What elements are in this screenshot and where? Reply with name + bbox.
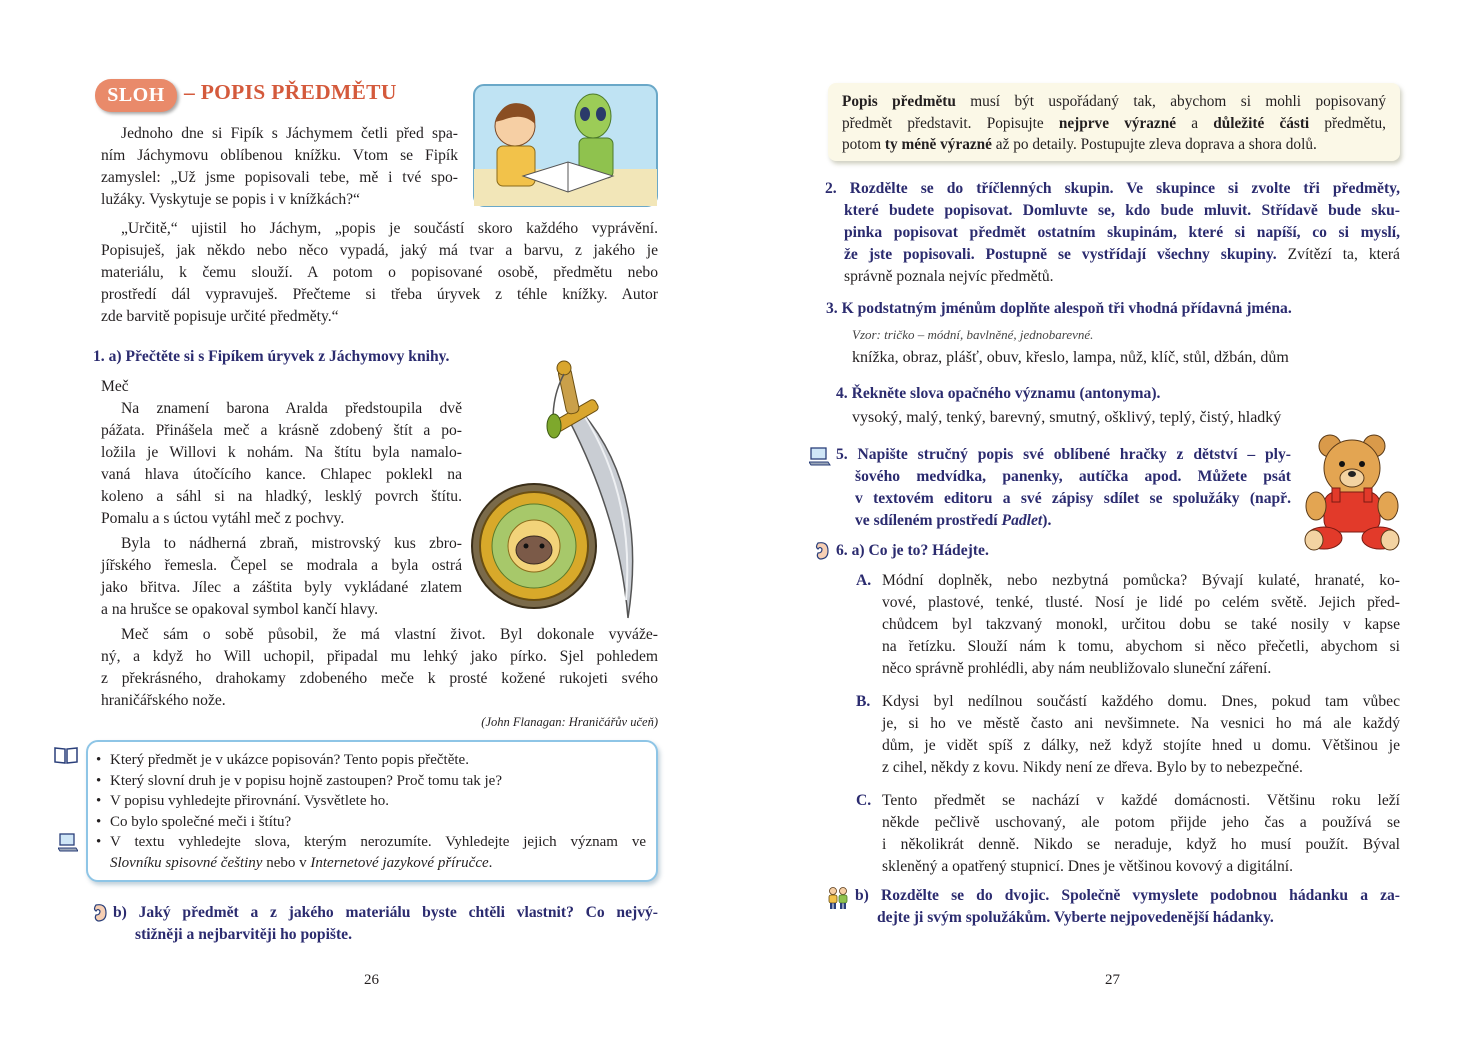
task-2: 2. Rozdělte se do tříčlenných skupin. Ve skupince si zvolte tři předměty, které budete popisovat. Domluvte se, kdo bude mluvit. Střídavě bude sku- pinka popisovat předmět ostatním skupinám, které si napíší, co si myslí, že jste popisovali. Postupně se vystřídají všechny skupiny. Zvítězí ta, která správně poznala nejvíc předmětů. <box>825 180 1400 285</box>
listen-icon <box>92 903 108 923</box>
task-6a: 6. a) Co je to? Hádejte. <box>836 542 989 559</box>
task-3-example: Vzor: tričko – módní, bavlněné, jednobarevné. <box>852 327 1094 342</box>
question-item: • Který předmět je v ukázce popisován? Tento popis přečtěte. <box>96 750 646 771</box>
task-4-words: vysoký, malý, tenký, barevný, smutný, ošklivý, teplý, čistý, hladký <box>852 409 1282 426</box>
riddle-c: C. Tento předmět se nachází v každé domácnosti. Většinu roku leží někde pečlivě uschovaný, ale potom přijde jeho čas a používá se i několikrát denně. Nikdo se neraduje, když ho musí použít. Býval skleněný a opatřený stupnicí. Dnes je většinou kovový a digitální. <box>856 792 1400 875</box>
task-6b: b) Rozdělte se do dvojic. Společně vymyslete podobnou hádanku a za- dejte ji svým spolužákům. Vyberte nejpovedenější hádanky. <box>855 887 1400 926</box>
task-4: 4. Řekněte slova opačného významu (antonyma). <box>836 385 1161 402</box>
questions-box <box>86 740 658 882</box>
task-5: 5. Napište stručný popis své oblíbené hračky z dětství – ply- šového medvídka, panenky, autíčka apod. Můžete psát v textovém editoru a své zápisy sdílet se spolužáky (např. ve sdíleném prostředí Padlet). <box>836 446 1291 529</box>
question-item: • V textu vyhledejte slova, kterým nerozumíte. Vyhledejte jejich význam ve Slovníku spisovné češtiny nebo v Internetové jazykové příručce. <box>96 832 646 873</box>
info-box: Popis předmětu musí být uspořádaný tak, abychom si mohli popisovaný předmět představit. Popisujte nejprve výrazné a důležité části předmětu, potom ty méně výrazné až po detaily. Postupujte zleva doprava a shora dolů. <box>828 83 1400 161</box>
computer-icon <box>809 446 831 466</box>
computer-icon <box>58 832 78 852</box>
citation: (John Flanagan: Hraničářův učeň) <box>481 715 658 729</box>
question-item: • V popisu vyhledejte přirovnání. Vysvětlete ho. <box>96 791 646 812</box>
sword-and-shield-illustration <box>470 360 660 622</box>
excerpt-paragraph-1: Na znamení barona Aralda předstoupila dvě pážata. Přinášela meč a krásně zdobený štít a po- ložila je Willovi k nohám. Na štítu byla namalo- vaná hlava útočícího kance. Chlapec poklekl na koleno a sáhl si na hladký, lesklý povrch štítu. Pomalu a s úctou vytáhl meč z pochvy. <box>101 400 462 527</box>
teddy-bear-illustration <box>1302 430 1402 552</box>
page-number-right: 27 <box>1105 972 1120 988</box>
book-icon <box>54 746 78 764</box>
excerpt-paragraph-3: Meč sám o sobě působil, že má vlastní život. Byl dokonale vyváže- ný, a když ho Will uchopil, připadal mu lehký jako pírko. Sjel pohledem z překrásného, drahokamy zdobeného meče k prosté kožené rukojeti svého hraničářského nože. <box>101 626 658 709</box>
question-item: • Který slovní druh je v popisu hojně zastoupen? Proč tomu tak je? <box>96 771 646 792</box>
task-3: 3. K podstatným jménům doplňte alespoň tři vhodná přídavná jména. <box>826 300 1292 317</box>
page-title: – POPIS PŘEDMĚTU <box>184 80 397 104</box>
task-1a: 1. a) Přečtěte si s Fipíkem úryvek z Jáchymovy knihy. <box>93 348 450 365</box>
page-number-left: 26 <box>364 972 379 988</box>
excerpt-paragraph-2: Byla to nádherná zbraň, mistrovský kus zbro- jířského řemesla. Čepel se modrala a byla ostrá jako břitva. Jílec a záštita byly vykládané zlatem a na hrušce se opakoval symbol kančí hlavy. <box>101 535 462 618</box>
riddle-a: A. Módní doplněk, nebo nezbytná pomůcka? Bývají kulaté, hranaté, ko- vové, plastové, tenké, tlusté. Nosí je lidé po celém světě. Jejich před- chůdcem byl takzvaný monokl, určitou dobu se také nosily v kapse na řetízku. Slouží nám k tomu, abychom si něco přečetli, abychom si něco správně prohlédli, aby nám neubližovalo sluneční záření. <box>856 572 1400 677</box>
task-3-words: knížka, obraz, plášť, obuv, křeslo, lampa, nůž, klíč, stůl, džbán, dům <box>852 349 1289 366</box>
listen-icon <box>814 541 830 561</box>
task-1b: b) Jaký předmět a z jakého materiálu byste chtěli vlastnit? Co nejvý- stižněji a nejbarvitěji ho popište. <box>113 904 658 943</box>
question-item: • Co bylo společné meči i štítu? <box>96 812 646 833</box>
section-label: SLOH <box>95 79 177 112</box>
intro-paragraph: Jednoho dne si Fipík s Jáchymem četli před spa- ním Jáchymovu oblíbenou knížku. Vtom se Fipík zamyslel: „Už jsme popisovali tebe, mě i tvé spo- lužáky. Vyskytuje se popis i v knížkách?“ <box>101 125 458 208</box>
riddle-b: B. Kdysi byl nedílnou součástí každého domu. Dnes, pokud tam vůbec je, si ho ve městě často ani nevšimnete. Na vesnici ho má ale každý dům, je vidět spíš z dálky, než když stojíte hned u domu. Většinou je z cihel, někdy z kovu. Nikdy není ze dřeva. Bylo by to nebezpečné. <box>856 693 1400 776</box>
dialogue-paragraph: „Určitě,“ ujistil ho Jáchym, „popis je součástí skoro každého vyprávění. Popisuješ, jak někdo nebo něco vypadá, jaký má tvar a barvu, z jakého je materiálu, k čemu slouží. A potom o popisované osobě, předmětu nebo prostředí dál vypravuješ. Přečteme si třeba úryvek z téhle knížky. Autor zde barvitě popisuje určité předměty.“ <box>101 220 658 325</box>
boy-and-alien-illustration <box>473 84 658 207</box>
pair-work-icon <box>826 887 850 909</box>
excerpt-title: Meč <box>101 378 129 395</box>
